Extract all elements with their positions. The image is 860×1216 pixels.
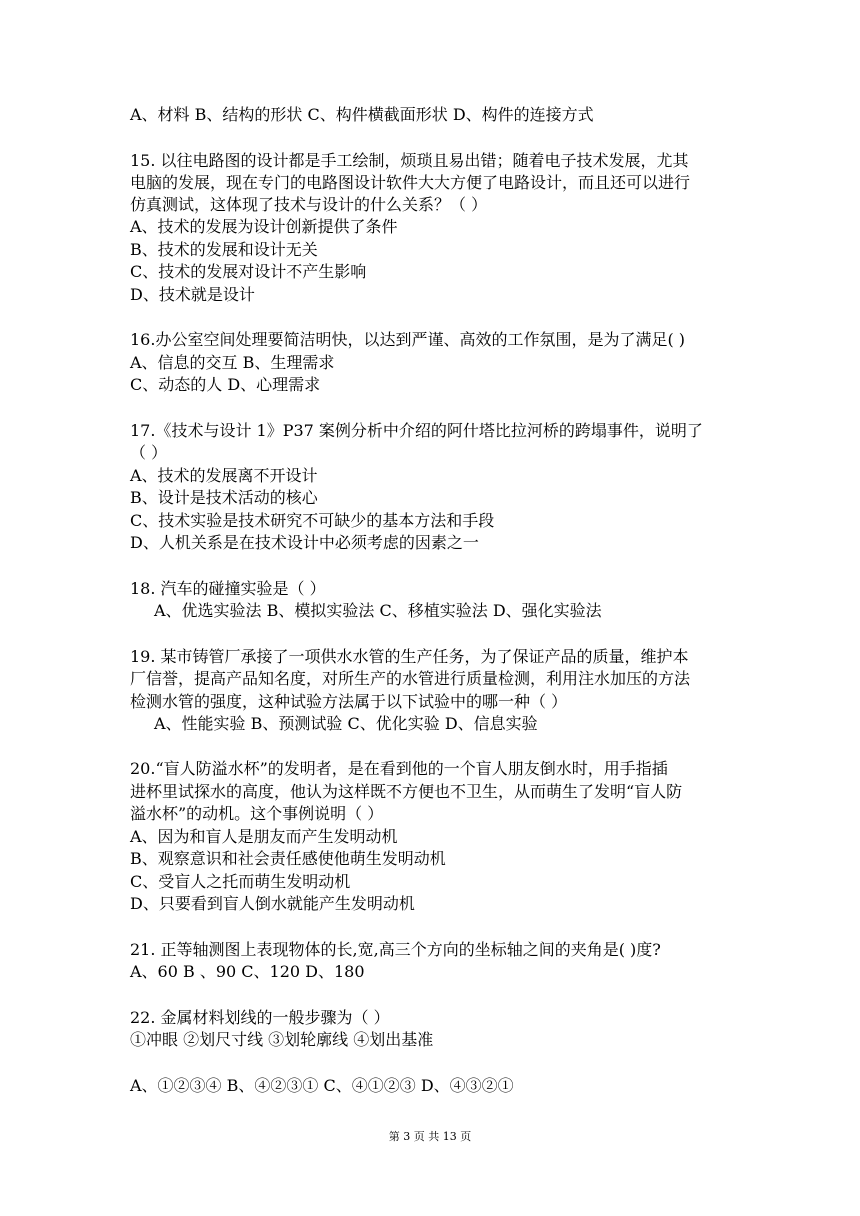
q17-option-a: A、技术的发展离不开设计 xyxy=(130,466,318,485)
q19-stem-line-2: 厂信誉，提高产品知名度，对所生产的水管进行质量检测，利用注水加压的方法 xyxy=(130,669,691,688)
q17-stem-line-2: （ ） xyxy=(130,443,168,462)
q16-options-cd: C、动态的人 D、心理需求 xyxy=(130,375,321,394)
q15-option-c: C、技术的发展对设计不产生影响 xyxy=(130,262,367,281)
q15-stem-line-2: 电脑的发展，现在专门的电路图设计软件大大方便了电路设计，而且还可以进行 xyxy=(130,173,691,192)
page-footer: 第 3 页 共 13 页 xyxy=(388,1130,472,1143)
q21-stem: 21. 正等轴测图上表现物体的长,宽,高三个方向的坐标轴之间的夹角是( )度? xyxy=(130,940,661,959)
q22-options: A、①②③④ B、④②③① C、④①②③ D、④③②① xyxy=(130,1076,514,1095)
q19-options: A、性能实验 B、预测试验 C、优化实验 D、信息实验 xyxy=(154,714,538,733)
q15-stem-line-1: 15. 以往电路图的设计都是手工绘制，烦琐且易出错；随着电子技术发展，尤其 xyxy=(130,151,689,170)
q20-option-d: D、只要看到盲人倒水就能产生发明动机 xyxy=(130,894,415,913)
q19-stem-line-3: 检测水管的强度，这种试验方法属于以下试验中的哪一种（ ） xyxy=(130,692,568,711)
q20-option-a: A、因为和盲人是朋友而产生发明动机 xyxy=(130,827,398,846)
q15-option-b: B、技术的发展和设计无关 xyxy=(130,240,318,259)
q16-options-ab: A、信息的交互 B、生理需求 xyxy=(130,353,335,372)
q20-option-b: B、观察意识和社会责任感使他萌生发明动机 xyxy=(130,849,446,868)
q20-stem-line-2: 进杯里试探水的高度，他认为这样既不方便也不卫生，从而萌生了发明“盲人防 xyxy=(130,782,683,801)
q21-options: A、60 B 、90 C、120 D、180 xyxy=(130,962,365,981)
q20-option-c: C、受盲人之托而萌生发明动机 xyxy=(130,872,351,891)
q15-option-d: D、技术就是设计 xyxy=(130,285,255,304)
q15-stem-line-3: 仿真测试，这体现了技术与设计的什么关系？（ ） xyxy=(130,195,488,214)
q18-options: A、优选实验法 B、模拟实验法 C、移植实验法 D、强化实验法 xyxy=(154,601,602,620)
q22-steps: ①冲眼 ②划尺寸线 ③划轮廓线 ④划出基准 xyxy=(130,1030,434,1049)
q17-option-b: B、设计是技术活动的核心 xyxy=(130,488,318,507)
q14-options: A、材料 B、结构的形状 C、构件横截面形状 D、构件的连接方式 xyxy=(130,105,594,124)
q17-option-c: C、技术实验是技术研究不可缺少的基本方法和手段 xyxy=(130,511,495,530)
q22-stem: 22. 金属材料划线的一般步骤为（ ） xyxy=(130,1008,390,1027)
q20-stem-line-1: 20.“盲人防溢水杯”的发明者，是在看到他的一个盲人朋友倒水时，用手指插 xyxy=(130,759,668,778)
q15-option-a: A、技术的发展为设计创新提供了条件 xyxy=(130,217,398,236)
q19-stem-line-1: 19. 某市铸管厂承接了一项供水水管的生产任务，为了保证产品的质量，维护本 xyxy=(130,647,689,666)
q17-stem-line-1: 17.《技术与设计 1》P37 案例分析中介绍的阿什塔比拉河桥的跨塌事件，说明了 xyxy=(130,421,703,440)
q20-stem-line-3: 溢水杯”的动机。这个事例说明（ ） xyxy=(130,804,384,823)
q18-stem: 18. 汽车的碰撞实验是（ ） xyxy=(130,579,326,598)
q17-option-d: D、人机关系是在技术设计中必须考虑的因素之一 xyxy=(130,533,479,552)
q16-stem: 16.办公室空间处理要简洁明快，以达到严谨、高效的工作氛围，是为了满足( ) xyxy=(130,330,686,349)
